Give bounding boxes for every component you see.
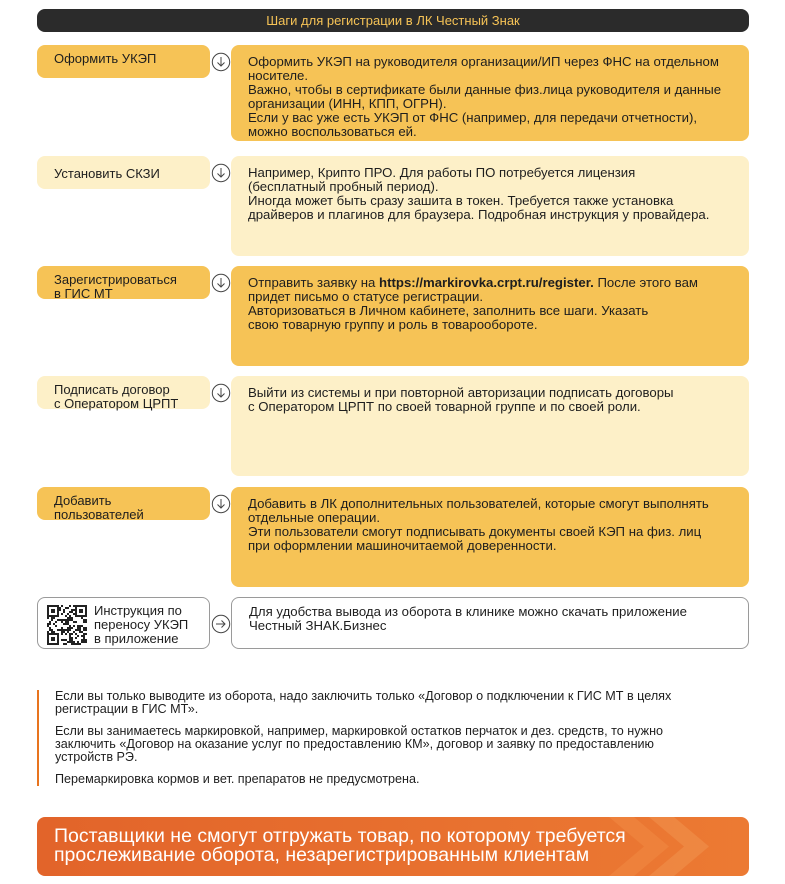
step-6-description: Для удобства вывода из оборота в клинике можно скачать приложение Честный ЗНАК.Бизнес (231, 597, 749, 649)
step-4-label: Подписать договор с Оператором ЦРПТ (37, 376, 210, 409)
arrow-down-icon (211, 383, 231, 403)
step-3-description: Отправить заявку на https://markirovka.crpt.ru/register. После этого вам придет письмо о статусе регистрации. Авторизоваться в Личном кабинете, заполнить все шаги. Указать свою товарную группу и роль в товарообороте. (231, 266, 749, 366)
step-2-description: Например, Крипто ПРО. Для работы ПО потребуется лицензия (бесплатный пробный период). Иногда может быть сразу зашита в токен. Требуется также установка драйверов и плагинов для браузера. Подробная инструкция у провайдера. (231, 156, 749, 256)
arrow-right-icon (211, 614, 231, 634)
note-3: Перемаркировка кормов и вет. препаратов не предусмотрена. (55, 772, 420, 786)
arrow-down-icon (211, 163, 231, 183)
registration-link[interactable]: https://markirovka.crpt.ru/register. (379, 275, 594, 290)
notes-block (37, 690, 749, 786)
step-6-label: Инструкция по переносу УКЭП в приложение (37, 597, 210, 649)
warning-banner: Поставщики не смогут отгружать товар, по которому требуется прослеживание оборота, незарегистрированным клиентам (37, 817, 749, 876)
note-2: Если вы занимаетесь маркировкой, например, маркировкой остатков перчаток и дез. средств, то нужно заключить «Договор на оказание услуг по предоставлению КМ», договор и заявку по предоставлению устройств РЭ. (55, 724, 664, 764)
step-1-description: Оформить УКЭП на руководителя организации/ИП через ФНС на отдельном носителе. Важно, чтобы в сертификате были данные физ.лица руководителя и данные организации (ИНН, КПП, ОГРН). Если у вас уже есть УКЭП от ФНС (например, для передачи отчетности), можно воспользоваться ей. (231, 45, 749, 141)
arrow-down-icon (211, 52, 231, 72)
step-4-description: Выйти из системы и при повторной авторизации подписать договоры с Оператором ЦРПТ по своей товарной группе и по своей роли. (231, 376, 749, 476)
note-1: Если вы только выводите из оборота, надо заключить только «Договор о подключении к ГИС МТ в целях регистрации в ГИС МТ». (55, 689, 672, 716)
step-2-label: Установить СКЗИ (37, 156, 210, 189)
step-5-label: Добавить пользователей (37, 487, 210, 520)
qr-code-icon[interactable] (47, 605, 87, 645)
step-5-description: Добавить в ЛК дополнительных пользователей, которые смогут выполнять отдельные операции. Эти пользователи смогут подписывать документы своей КЭП на физ. лиц при оформлении машиночитаемой доверенности. (231, 487, 749, 587)
step-3-label: Зарегистрироваться в ГИС МТ (37, 266, 210, 299)
step-1-label: Оформить УКЭП (37, 45, 210, 78)
arrow-down-icon (211, 494, 231, 514)
page-header: Шаги для регистрации в ЛК Честный Знак (37, 9, 749, 32)
arrow-down-icon (211, 273, 231, 293)
